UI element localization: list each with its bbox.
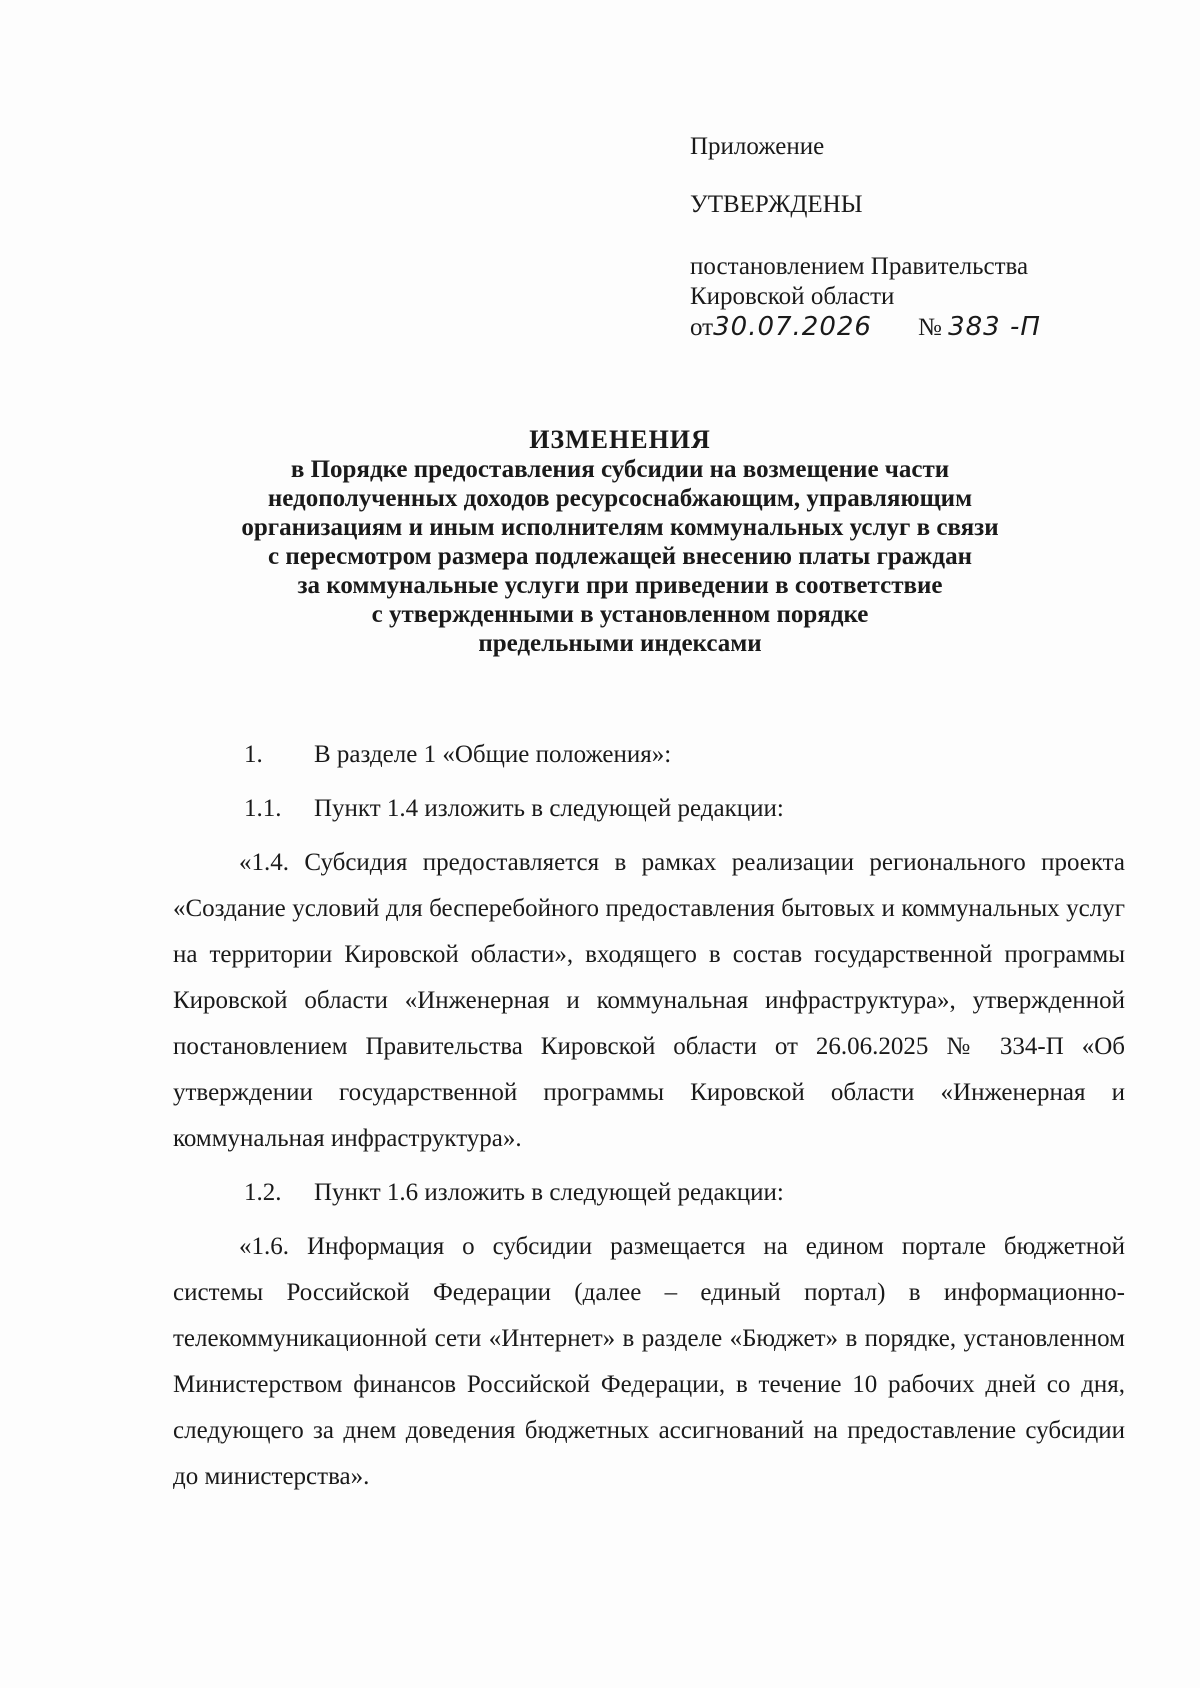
approved-by-line-2: Кировской области	[690, 283, 895, 310]
list-item-1-1	[244, 786, 1125, 832]
approved-by-line-1: постановлением Правительства	[690, 253, 1029, 280]
number-label: №	[917, 314, 942, 341]
paragraph-1-6: «1.6. Информация о субсидии размещается на едином портале бюджетной системы Российской Федерации (далее – единый портал) в информационно-телекоммуникационной сети «Интернет» в разделе «Бюджет» в порядке, установленном Министерством финансов Российской Федерации, в течение 10 рабочих дней со дня, следующего за днем доведения бюджетных ассигнований на предоставление субсидии до министерства».	[173, 1233, 1125, 1490]
title-line: с утвержденными в установленном порядке	[371, 601, 869, 628]
title-line: предельными индексами	[478, 630, 762, 657]
approved-label: УТВЕРЖДЕНЫ	[690, 191, 863, 218]
date-number-line	[690, 312, 1090, 343]
appendix-label: Приложение	[690, 133, 825, 160]
item-text: В разделе 1 «Общие положения»:	[314, 741, 672, 768]
document-title	[170, 425, 1070, 658]
title-line: недополученных доходов ресурсоснабжающим, управляющим	[267, 485, 973, 512]
title-line: в Порядке предоставления субсидии на возмещение части	[290, 456, 950, 483]
item-text: Пункт 1.4 изложить в следующей редакции:	[314, 795, 784, 822]
paragraph-1-4: «1.4. Субсидия предоставляется в рамках реализации регионального проекта «Создание условий для бесперебойного предоставления бытовых и коммунальных услуг на территории Кировской области», входящего в состав государственной программы Кировской области «Инженерная и коммунальная инфраструктура», утвержденной постановлением Правительства Кировской области от 26.06.2025 № 334-П «Об утверждении государственной программы Кировской области «Инженерная и коммунальная инфраструктура».	[173, 849, 1125, 1152]
title-line: за коммунальные услуги при приведении в соответствие	[297, 572, 943, 599]
list-item-1-2	[244, 1170, 1125, 1216]
item-number: 1.1.	[244, 795, 282, 822]
document-body	[173, 732, 1125, 1508]
handwritten-date: 30.07.2026	[713, 312, 872, 342]
title-line: с пересмотром размера подлежащей внесению платы граждан	[268, 543, 972, 570]
item-number: 1.2.	[244, 1179, 282, 1206]
approval-stamp-block	[690, 132, 1090, 343]
from-label: от	[690, 314, 714, 341]
item-text: Пункт 1.6 изложить в следующей редакции:	[314, 1179, 784, 1206]
title-heading: ИЗМЕНЕНИЯ	[529, 425, 711, 454]
handwritten-number: 383 -П	[948, 312, 1041, 342]
item-number: 1.	[244, 741, 263, 768]
list-item-1	[244, 732, 1125, 778]
title-line: организациям и иным исполнителям коммунальных услуг в связи	[241, 514, 999, 541]
